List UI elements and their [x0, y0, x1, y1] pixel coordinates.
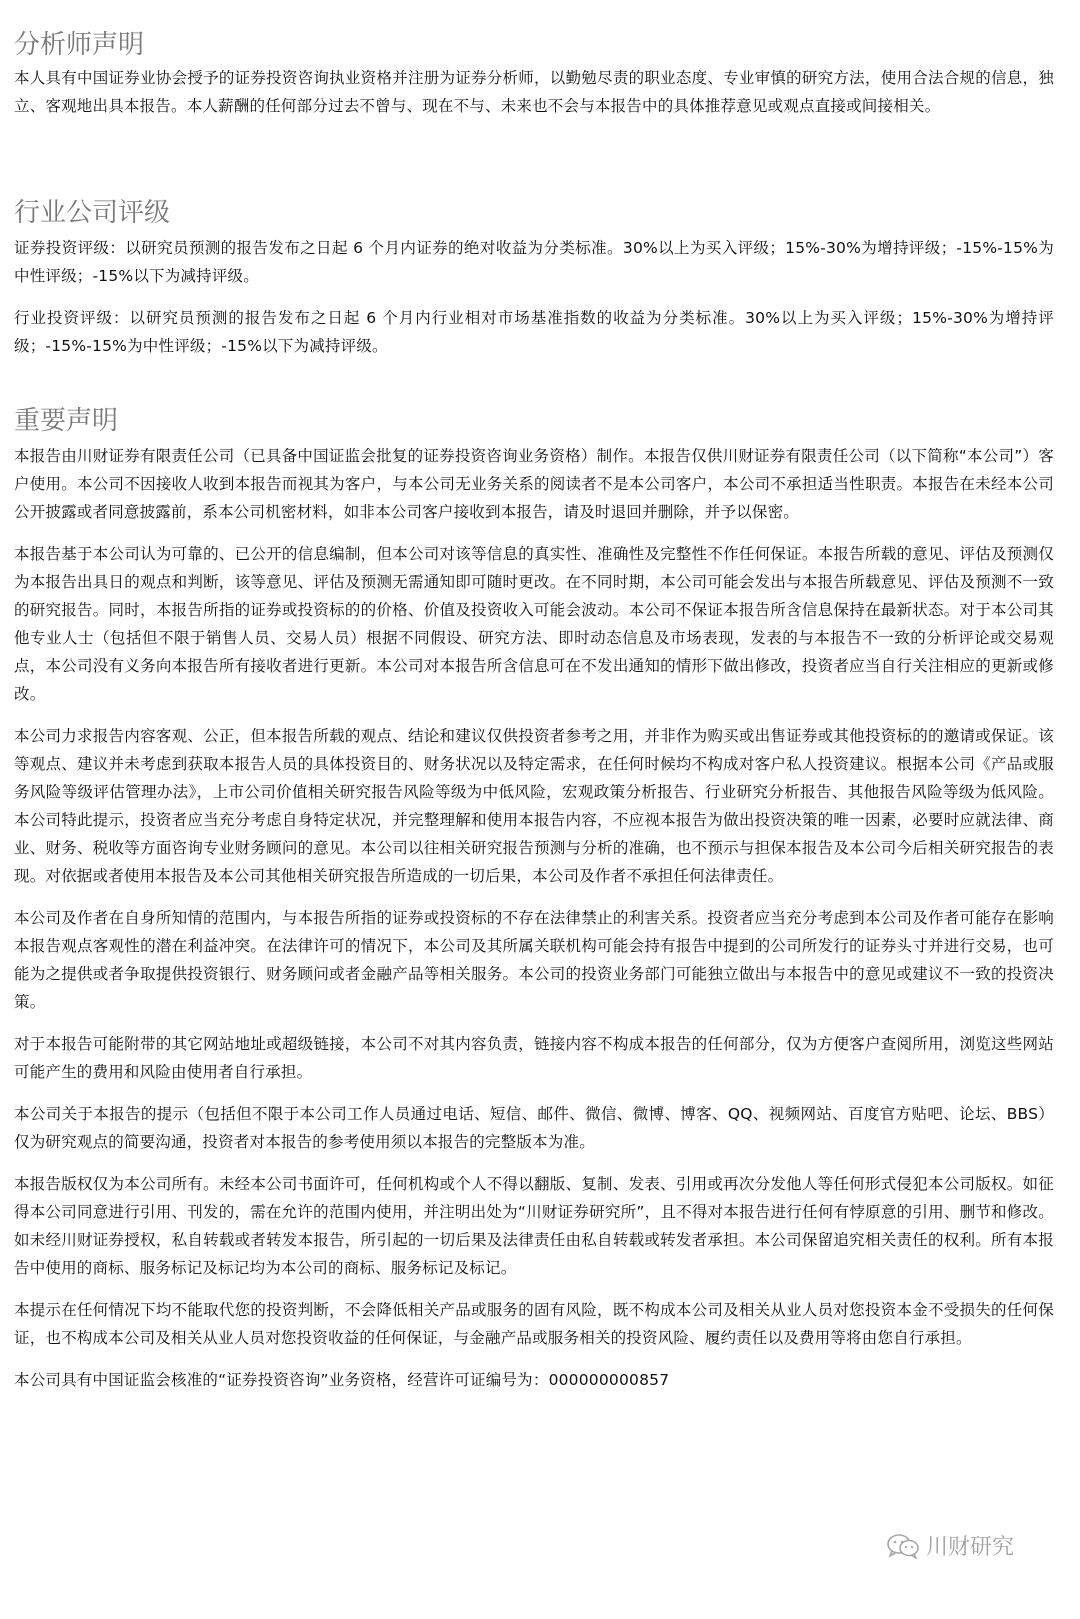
rating-title: 行业公司评级 — [14, 198, 171, 228]
watermark-text: 川财研究 — [925, 1535, 1014, 1560]
license-number-text: 本公司具有中国证监会核准的“证券投资咨询”业务资格，经营许可证编号为：000000000857 — [14, 1371, 670, 1389]
wechat-watermark — [886, 1530, 1014, 1561]
rating-section — [14, 196, 1054, 374]
wechat-icon — [886, 1533, 920, 1559]
disclaimer-paragraph: 本提示在任何情况下均不能取代您的投资判断，不会降低相关产品或服务的固有风险，既不构成本公司及相关从业人员对您投资本金不受损失的任何保证，也不构成本公司及相关从业人员对您投资收益的任何保证，与金融产品或服务相关的投资风险、履约责任以及费用等将由您自行承担。 — [14, 1301, 1054, 1347]
analyst-statement-body: 本人具有中国证券业协会授予的证券投资咨询执业资格并注册为证券分析师，以勤勉尽责的职业态度、专业审慎的研究方法，使用合法合规的信息，独立、客观地出具本报告。本人薪酬的任何部分过去不曾与、现在不与、未来也不会与本报告中的具体推荐意见或观点直接或间接相关。 — [14, 69, 1054, 115]
disclaimer-paragraph: 本公司力求报告内容客观、公正，但本报告所载的观点、结论和建议仅供投资者参考之用，并非作为购买或出售证券或其他投资标的的邀请或保证。该等观点、建议并未考虑到获取本报告人员的具体投资目的、财务状况以及特定需求，在任何时候均不构成对客户私人投资建议。根据本公司《产品或服务风险等级评估管理办法》，上市公司价值相关研究报告风险等级为中低风险，宏观政策分析报告、行业研究分析报告、其他报告风险等级为低风险。本公司特此提示，投资者应当充分考虑自身特定状况，并完整理解和使用本报告内容，不应视本报告为做出投资决策的唯一因素，必要时应就法律、商业、财务、税收等方面咨询专业财务顾问的意见。本公司以往相关研究报告预测与分析的准确，也不预示与担保本报告及本公司今后相关研究报告的表现。对依据或者使用本报告及本公司其他相关研究报告所造成的一切后果，本公司及作者不承担任何法律责任。 — [14, 727, 1054, 885]
disclaimer-paragraph: 本报告基于本公司认为可靠的、已公开的信息编制，但本公司对该等信息的真实性、准确性及完整性不作任何保证。本报告所载的意见、评估及预测仅为本报告出具日的观点和判断，该等意见、评估及预测无需通知即可随时更改。在不同时期，本公司可能会发出与本报告所载意见、评估及预测不一致的研究报告。同时，本报告所指的证券或投资标的的价格、价值及投资收入可能会波动。本公司不保证本报告所含信息保持在最新状态。对于本公司其他专业人士（包括但不限于销售人员、交易人员）根据不同假设、研究方法、即时动态信息及市场表现，发表的与本报告不一致的分析评论或交易观点，本公司没有义务向本报告所有接收者进行更新。本公司对本报告所含信息可在不发出通知的情形下做出修改，投资者应当自行关注相应的更新或修改。 — [14, 545, 1054, 703]
stock-rating-text: 证券投资评级：以研究员预测的报告发布之日起 6 个月内证券的绝对收益为分类标准。30%以上为买入评级；15%-30%为增持评级；-15%-15%为中性评级；-15%以下为减持评级。 — [14, 239, 1054, 285]
analyst-statement-section — [14, 28, 1054, 134]
disclaimer-paragraph: 本公司及作者在自身所知情的范围内，与本报告所指的证券或投资标的不存在法律禁止的利害关系。投资者应当充分考虑到本公司及作者可能存在影响本报告观点客观性的潜在利益冲突。在法律许可的情况下，本公司及其所属关联机构可能会持有报告中提到的公司所发行的证券头寸并进行交易，也可能为之提供或者争取提供投资银行、财务顾问或者金融产品等相关服务。本公司的投资业务部门可能独立做出与本报告中的意见或建议不一致的投资决策。 — [14, 909, 1054, 1011]
disclaimer-section — [14, 404, 1054, 1408]
analyst-statement-title: 分析师声明 — [14, 30, 145, 60]
disclaimer-paragraph: 本公司关于本报告的提示（包括但不限于本公司工作人员通过电话、短信、邮件、微信、微博、博客、QQ、视频网站、百度官方贴吧、论坛、BBS）仅为研究观点的简要沟通，投资者对本报告的参考使用须以本报告的完整版本为准。 — [14, 1105, 1054, 1151]
disclaimer-paragraph: 本报告由川财证券有限责任公司（已具备中国证监会批复的证券投资咨询业务资格）制作。本报告仅供川财证券有限责任公司（以下简称“本公司”）客户使用。本公司不因接收人收到本报告而视其为客户，与本公司无业务关系的阅读者不是本公司客户，本公司不承担适当性职责。本报告在未经本公司公开披露或者同意披露前，系本公司机密材料，如非本公司客户接收到本报告，请及时退回并删除，并予以保密。 — [14, 447, 1054, 521]
disclaimer-paragraph: 本报告版权仅为本公司所有。未经本公司书面许可，任何机构或个人不得以翻版、复制、发表、引用或再次分发他人等任何形式侵犯本公司版权。如征得本公司同意进行引用、刊发的，需在允许的范围内使用，并注明出处为“川财证券研究所”，且不得对本报告进行任何有悖原意的引用、删节和修改。如未经川财证券授权，私自转载或者转发本报告，所引起的一切后果及法律责任由私自转载或转发者承担。本公司保留追究相关责任的权利。所有本报告中使用的商标、服务标记及标记均为本公司的商标、服务标记及标记。 — [14, 1175, 1054, 1277]
industry-rating-text: 行业投资评级：以研究员预测的报告发布之日起 6 个月内行业相对市场基准指数的收益为分类标准。30%以上为买入评级；15%-30%为增持评级；-15%-15%为中性评级；-15%以下为减持评级。 — [14, 309, 1054, 355]
disclaimer-title: 重要声明 — [14, 406, 119, 436]
disclaimer-paragraph: 对于本报告可能附带的其它网站地址或超级链接，本公司不对其内容负责，链接内容不构成本报告的任何部分，仅为方便客户查阅所用，浏览这些网站可能产生的费用和风险由使用者自行承担。 — [14, 1035, 1054, 1081]
